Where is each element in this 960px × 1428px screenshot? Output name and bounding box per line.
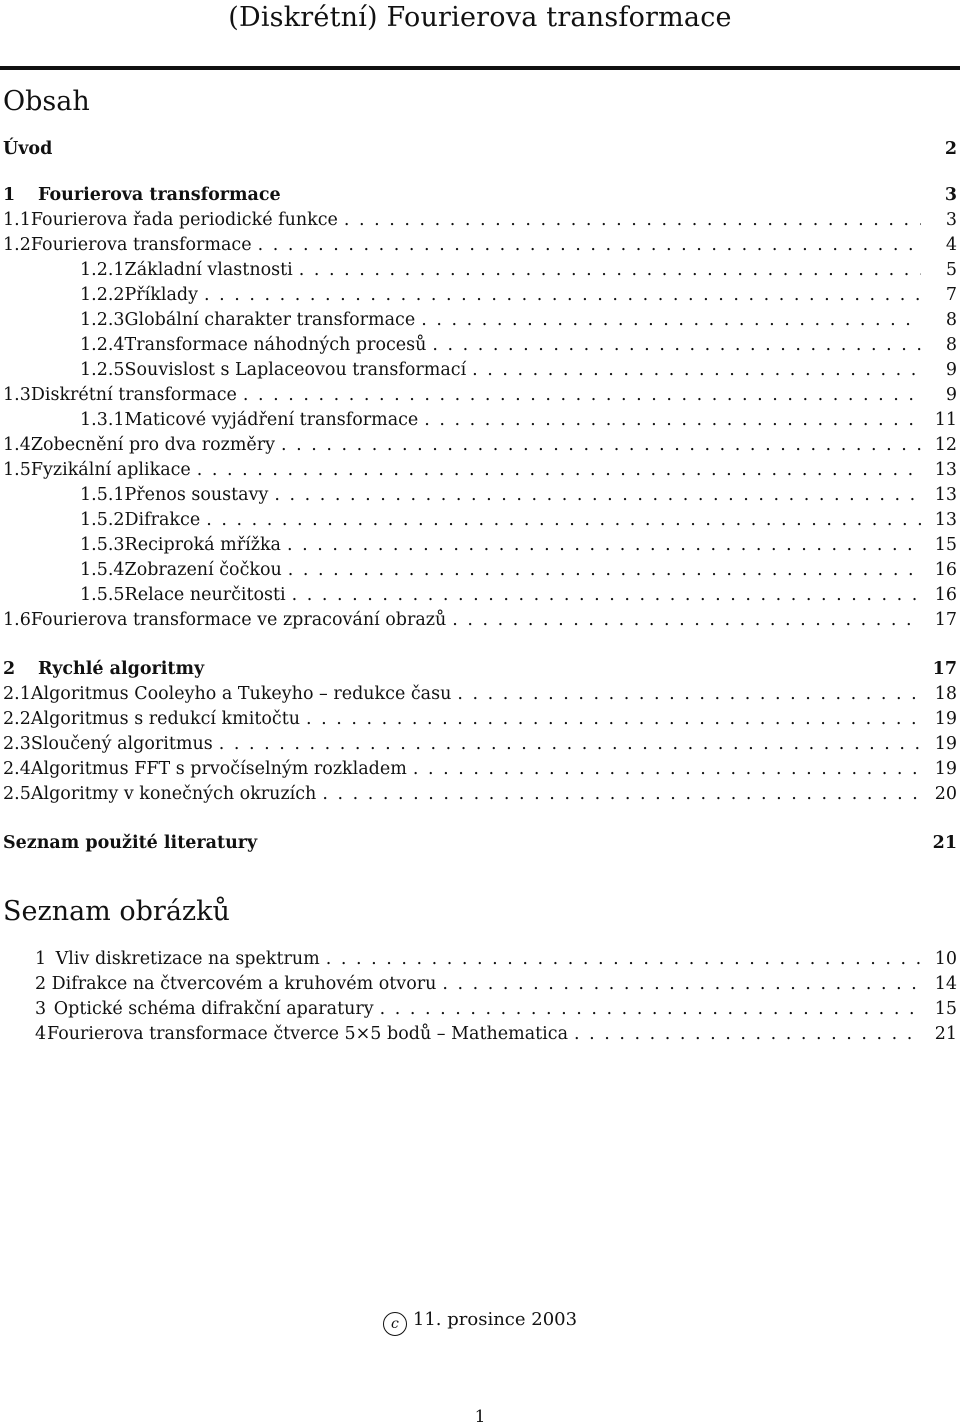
dot-leader [258, 233, 921, 258]
toc-entry-title: Globální charakter transformace [124, 310, 416, 330]
toc-entry-page: 7 [945, 285, 957, 305]
toc-entry[interactable] [0, 358, 960, 383]
toc-entry[interactable] [0, 183, 960, 208]
toc-entry[interactable] [0, 333, 960, 358]
toc-entry-title: Zobrazení čočkou [124, 560, 282, 580]
toc-entry[interactable] [0, 283, 960, 308]
date-text: 11. prosince 2003 [412, 1309, 578, 1330]
toc-entry[interactable] [0, 583, 960, 608]
toc-entry-page: 13 [934, 485, 957, 505]
toc-entry-page: 2 [944, 139, 957, 159]
toc-entry-title: Zobecnění pro dva rozměry [30, 435, 276, 455]
toc-entry-title: Algoritmus Cooleyho a Tukeyho – redukce času [30, 684, 452, 704]
dot-leader [288, 558, 921, 583]
toc-entry-page: 4 [945, 235, 957, 255]
toc-entry-title: Souvislost s Laplaceovou transformací [124, 360, 467, 380]
toc-entry[interactable] [0, 608, 960, 633]
dot-leader [206, 508, 921, 533]
toc-entry[interactable] [0, 707, 960, 732]
toc-entry-number: 2.2 [3, 709, 31, 729]
toc-entry-number: 1.5.3 [80, 535, 125, 555]
toc-entry-number: 1.5.1 [80, 485, 125, 505]
toc-entry-title: Difrakce [124, 510, 201, 530]
toc-entry[interactable] [0, 558, 960, 583]
dot-leader [442, 972, 921, 997]
toc-entry-page: 9 [945, 360, 957, 380]
toc-entry-number: 2.5 [3, 784, 31, 804]
dot-leader [306, 707, 921, 732]
figure-entry[interactable] [0, 947, 960, 972]
toc-entry-page: 20 [934, 784, 957, 804]
toc-entry-page: 9 [945, 385, 957, 405]
figure-entry-number: 1 [35, 949, 47, 969]
toc-entry[interactable] [0, 831, 960, 856]
toc-entry[interactable] [0, 258, 960, 283]
dot-leader [380, 997, 921, 1022]
toc-entry-number: 1.6 [3, 610, 31, 630]
toc-entry-page: 5 [945, 260, 957, 280]
toc-entry-title: Seznam použité literatury [3, 833, 258, 853]
dot-leader [243, 383, 921, 408]
toc-entry[interactable] [0, 682, 960, 707]
toc-entry-title: Relace neurčitosti [124, 585, 286, 605]
figure-entry-number: 4 [35, 1024, 47, 1044]
dot-leader [197, 458, 921, 483]
page-number: 1 [474, 1407, 486, 1427]
toc-entry-number: 1.4 [3, 435, 31, 455]
dot-leader [421, 308, 921, 333]
figure-entry-title: Fourierova transformace čtverce 5×5 bodů – Mathematica [47, 1024, 568, 1044]
toc-entry-page: 17 [934, 610, 957, 630]
toc-entry-title: Algoritmus s redukcí kmitočtu [30, 709, 300, 729]
dot-leader [204, 283, 921, 308]
toc-entry-page: 16 [934, 585, 957, 605]
figures-heading: Seznam obrázků [3, 896, 230, 927]
dot-leader [287, 533, 921, 558]
toc-entry-title: Fourierova řada periodické funkce [30, 210, 338, 230]
dot-leader [299, 258, 921, 283]
footer-date [0, 1306, 960, 1336]
figure-entry-title: Vliv diskretizace na spektrum [55, 949, 320, 969]
dot-leader [574, 1022, 921, 1047]
dot-leader [432, 333, 921, 358]
figure-entry-number: 3 [35, 999, 47, 1019]
toc-entry-title: Algoritmus FFT s prvočíselným rozkladem [30, 759, 407, 779]
toc-entry-page: 8 [945, 310, 957, 330]
toc-entry-number: 2 [3, 659, 16, 679]
figure-entry-page: 21 [934, 1024, 957, 1044]
toc-entry-page: 3 [944, 185, 957, 205]
dot-leader [281, 433, 921, 458]
toc-entry-title: Základní vlastnosti [124, 260, 293, 280]
toc-entry-number: 1 [3, 185, 16, 205]
figure-entry-title: Optické schéma difrakční aparatury [53, 999, 374, 1019]
dot-leader [292, 583, 921, 608]
dot-leader [424, 408, 921, 433]
toc-entry-page: 19 [934, 759, 957, 779]
toc-entry[interactable] [0, 657, 960, 682]
dot-leader [457, 682, 921, 707]
toc-entry-number: 1.2.4 [80, 335, 125, 355]
toc-entry-title: Příklady [124, 285, 198, 305]
toc-entry-title: Diskrétní transformace [30, 385, 237, 405]
dot-leader [472, 358, 921, 383]
toc-entry-number: 1.2.1 [80, 260, 125, 280]
toc-entry-title: Fourierova transformace [38, 185, 281, 205]
figure-entry-page: 10 [934, 949, 957, 969]
toc-entry[interactable] [0, 508, 960, 533]
toc-entry-title: Fourierova transformace [30, 235, 252, 255]
toc-entry[interactable] [0, 383, 960, 408]
toc-entry-title: Sloučený algoritmus [30, 734, 213, 754]
toc-entry[interactable] [0, 433, 960, 458]
toc-entry[interactable] [0, 732, 960, 757]
toc-entry-title: Maticové vyjádření transformace [124, 410, 419, 430]
toc-entry-title: Rychlé algoritmy [38, 659, 205, 679]
toc-entry-title: Transformace náhodných procesů [124, 335, 427, 355]
figure-entry-page: 15 [934, 999, 957, 1019]
toc-entry-number: 1.5 [3, 460, 31, 480]
toc-entry[interactable] [0, 483, 960, 508]
toc-entry-title: Reciproká mřížka [124, 535, 281, 555]
toc-entry-number: 1.3 [3, 385, 31, 405]
toc-entry-number: 1.2.5 [80, 360, 125, 380]
dot-leader [274, 483, 921, 508]
toc-entry-number: 1.2.3 [80, 310, 125, 330]
toc-entry-number: 2.4 [3, 759, 31, 779]
toc-entry-page: 15 [934, 535, 957, 555]
dot-leader [344, 208, 921, 233]
toc-entry-page: 11 [934, 410, 957, 430]
toc-entry-number: 2.1 [3, 684, 31, 704]
toc-entry[interactable] [0, 137, 960, 162]
figure-entry[interactable] [0, 997, 960, 1022]
toc-entry-number: 1.1 [3, 210, 31, 230]
toc-entry[interactable] [0, 408, 960, 433]
toc-entry[interactable] [0, 458, 960, 483]
toc-entry-number: 1.5.5 [80, 585, 125, 605]
toc-entry-page: 12 [934, 435, 957, 455]
dot-leader [452, 608, 921, 633]
toc-entry[interactable] [0, 233, 960, 258]
toc-entry-title: Úvod [3, 139, 53, 159]
dot-leader [322, 782, 921, 807]
toc-entry-page: 18 [934, 684, 957, 704]
figure-entry-number: 2 [35, 974, 47, 994]
dot-leader [219, 732, 921, 757]
toc-entry-number: 1.2.2 [80, 285, 125, 305]
toc-entry-number: 2.3 [3, 734, 31, 754]
figure-entry[interactable] [0, 1022, 960, 1047]
toc-entry[interactable] [0, 757, 960, 782]
toc-entry-page: 19 [934, 709, 957, 729]
toc-entry-page: 13 [934, 510, 957, 530]
copyright-icon: c [383, 1312, 407, 1336]
toc-entry[interactable] [0, 782, 960, 807]
toc-entry-page: 3 [945, 210, 957, 230]
toc-entry-page: 13 [934, 460, 957, 480]
figure-entry-title: Difrakce na čtvercovém a kruhovém otvoru [51, 974, 437, 994]
toc-entry-page: 16 [934, 560, 957, 580]
toc-entry[interactable] [0, 533, 960, 558]
figure-entry-page: 14 [934, 974, 957, 994]
toc-entry-number: 1.3.1 [80, 410, 125, 430]
toc-entry-page: 19 [934, 734, 957, 754]
toc-entry-page: 8 [945, 335, 957, 355]
dot-leader [326, 947, 921, 972]
toc-entry-number: 1.5.2 [80, 510, 125, 530]
toc-entry-title: Algoritmy v konečných okruzích [30, 784, 317, 804]
toc-entry[interactable] [0, 308, 960, 333]
toc-entry-page: 21 [932, 833, 957, 853]
document-title: (Diskrétní) Fourierova transformace [228, 2, 732, 33]
toc-entry-title: Fourierova transformace ve zpracování obrazů [30, 610, 447, 630]
toc-entry-number: 1.2 [3, 235, 31, 255]
toc-entry-number: 1.5.4 [80, 560, 125, 580]
toc-entry-page: 17 [932, 659, 957, 679]
contents-heading: Obsah [3, 86, 90, 117]
figure-entry[interactable] [0, 972, 960, 997]
toc-entry[interactable] [0, 208, 960, 233]
toc-entry-title: Fyzikální aplikace [30, 460, 191, 480]
toc-entry-title: Přenos soustavy [124, 485, 269, 505]
dot-leader [413, 757, 921, 782]
title-rule [0, 66, 960, 70]
